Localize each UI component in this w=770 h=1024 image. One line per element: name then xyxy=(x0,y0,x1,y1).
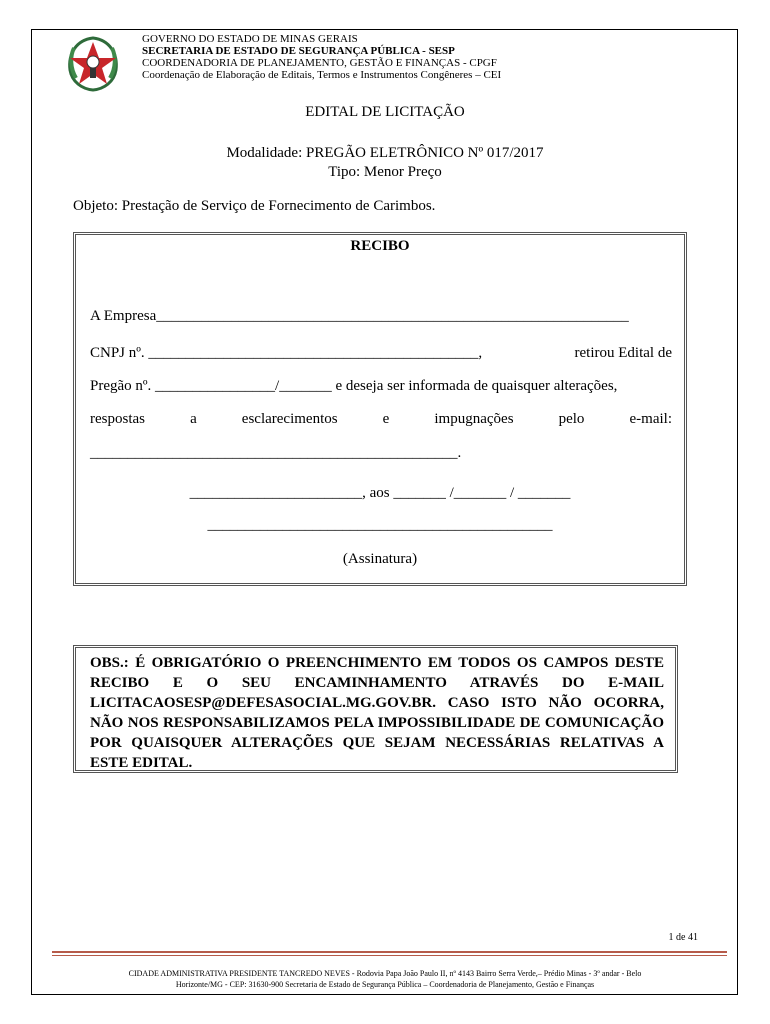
header-government: GOVERNO DO ESTADO DE MINAS GERAIS xyxy=(142,33,358,45)
letterhead xyxy=(142,33,501,81)
footer-rule xyxy=(52,951,727,953)
email-request-word: pelo xyxy=(558,411,585,427)
email-request-word: a xyxy=(190,411,197,427)
header-department: Coordenação de Elaboração de Editais, Termos e Instrumentos Congêneres – CEI xyxy=(142,69,502,81)
modalidade-line: Modalidade: PREGÃO ELETRÔNICO Nº 017/2017 xyxy=(226,145,544,161)
header-coordination: COORDENADORIA DE PLANEJAMENTO, GESTÃO E FINANÇAS - CPGF xyxy=(142,57,497,69)
signature-line: ______________________________________________ xyxy=(207,517,553,533)
recibo-box xyxy=(73,232,687,586)
company-field: A Empresa_______________________________________________________________ xyxy=(90,308,629,324)
email-request-word: e xyxy=(382,411,390,427)
footer-address: CIDADE ADMINISTRATIVA PRESIDENTE TANCREDO NEVES - Rodovia Papa João Paulo II, nº 4143 Bairro Serra Verde,– Prédio Minas - 3º andar - Belo xyxy=(128,969,642,978)
obs-box xyxy=(73,645,678,773)
email-field: _________________________________________________. xyxy=(90,445,462,461)
place-date-field: _______________________, aos _______ /_______ / _______ xyxy=(189,485,571,501)
page-number: 1 de 41 xyxy=(668,932,698,943)
header-secretariat: SECRETARIA DE ESTADO DE SEGURANÇA PÚBLICA - SESP xyxy=(142,45,455,57)
cnpj-field-line xyxy=(90,345,672,362)
footer xyxy=(0,968,770,990)
email-request-word: respostas xyxy=(90,411,145,427)
email-request-word: e-mail: xyxy=(629,411,672,427)
obs-text: OBS.: É OBRIGATÓRIO O PREENCHIMENTO EM TODOS OS CAMPOS DESTE RECIBO E O SEU ENCAMINHAMENTO ATRAVÉS DO E-MAIL LICITACAOSESP@DEFESASOCIAL.MG.GOV.BR. CASO ISTO NÃO OCORRA, NÃO NOS RESPONSABILIZAMOS PELA IMPOSSIBILIDADE DE COMUNICAÇÃO POR QUAISQUER ALTERAÇÕES QUE SEJAM NECESSÁRIAS RELATIVAS A ESTE EDITAL. xyxy=(90,655,664,771)
email-request-line xyxy=(90,411,672,428)
cnpj-field: CNPJ nº. ____________________________________________, xyxy=(90,345,483,361)
retirou-edital-text: retirou Edital de xyxy=(574,345,672,361)
signature-label: (Assinatura) xyxy=(342,551,418,567)
footer-rule-thin xyxy=(52,955,727,956)
footer-address-2: Horizonte/MG - CEP: 31630-900 Secretaria de Estado de Segurança Pública – Coordenadoria de Planejamento, Gestão e Finanças xyxy=(175,980,595,989)
tipo-line: Tipo: Menor Preço xyxy=(328,164,442,180)
recibo-title: RECIBO xyxy=(350,238,410,254)
pregao-field: Pregão nº. ________________/_______ e deseja ser informada de quaisquer alterações, xyxy=(90,378,618,394)
minas-gerais-coat-of-arms-icon xyxy=(62,34,124,92)
email-request-word: impugnações xyxy=(434,411,514,427)
email-request-word: esclarecimentos xyxy=(241,411,338,427)
objeto-line: Objeto: Prestação de Serviço de Fornecimento de Carimbos. xyxy=(73,198,436,214)
document-title: EDITAL DE LICITAÇÃO xyxy=(305,104,465,120)
